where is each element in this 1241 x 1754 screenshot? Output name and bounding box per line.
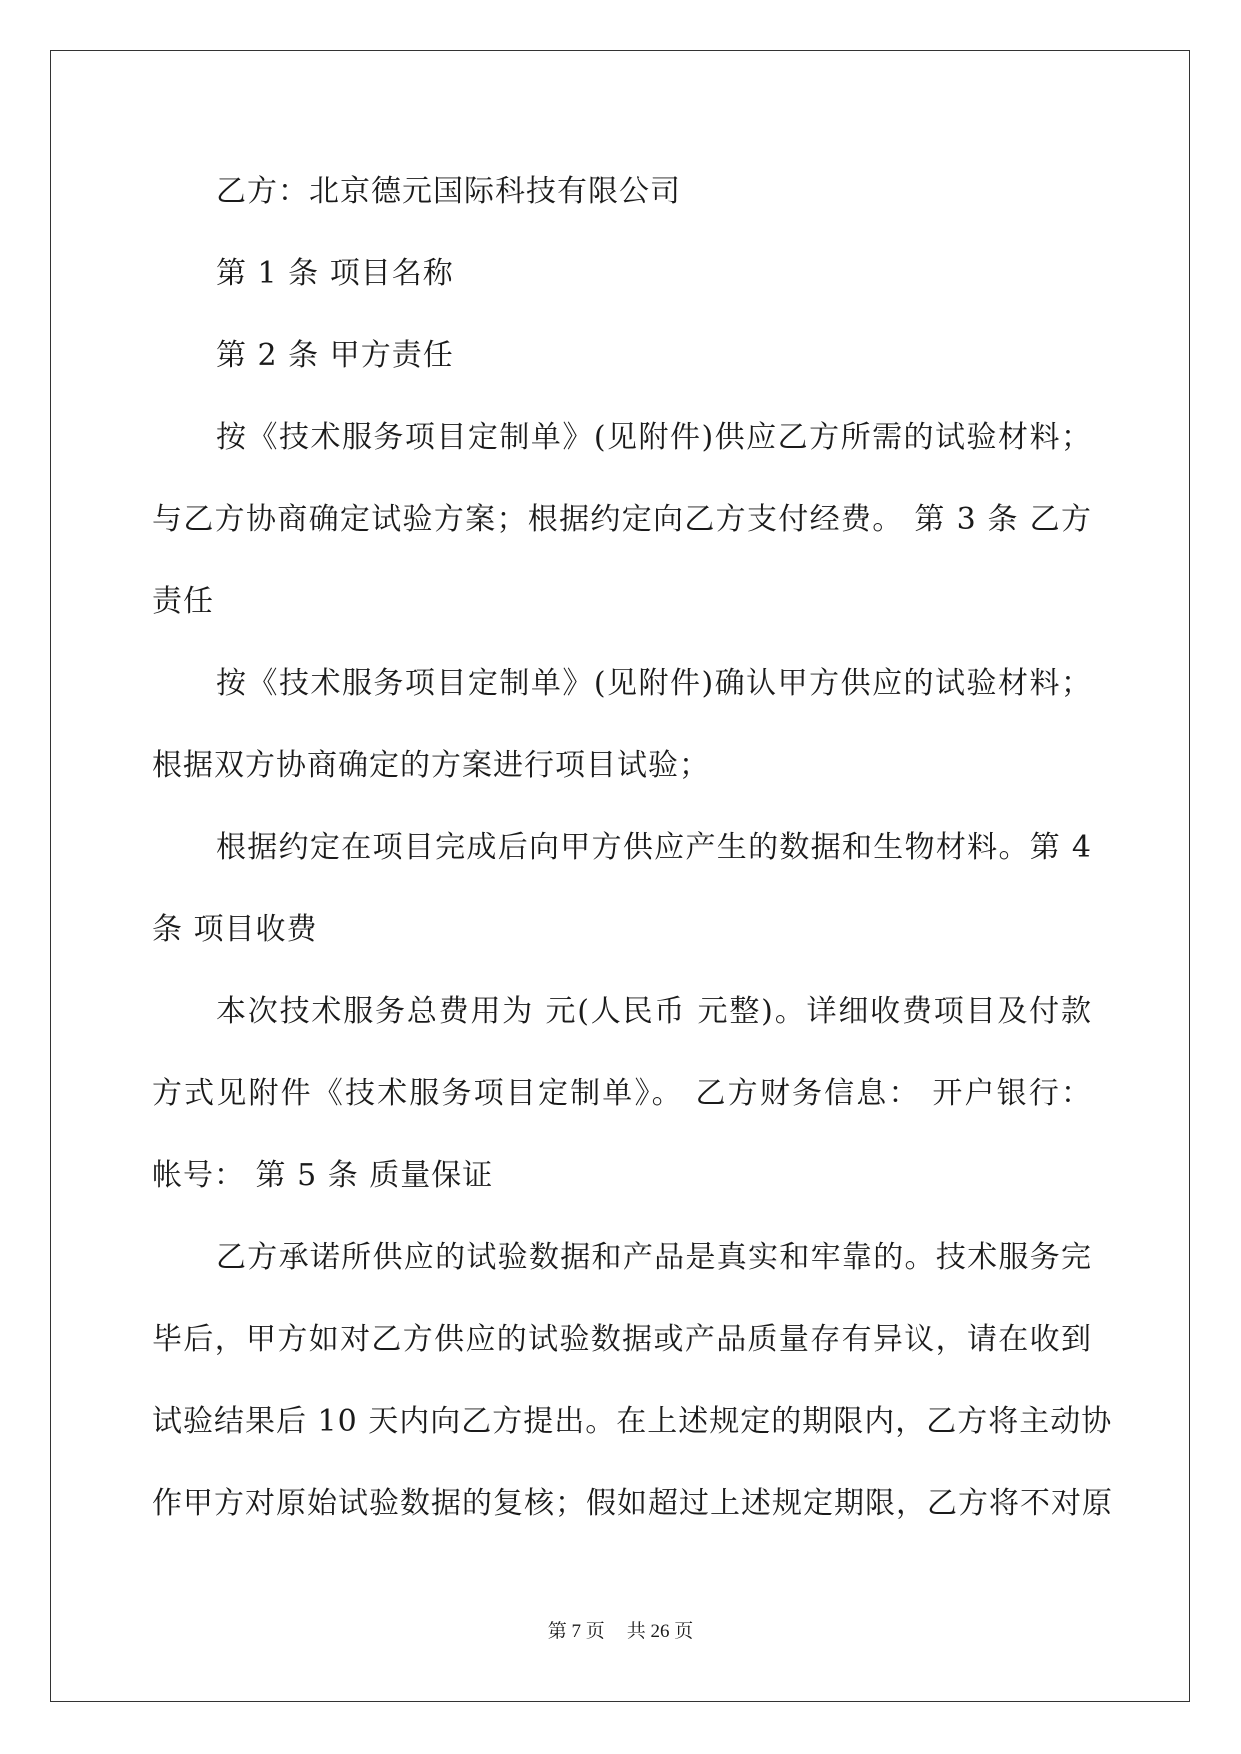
paragraph-line: 乙方承诺所供应的试验数据和产品是真实和牢靠的。技术服务完 bbox=[216, 1240, 1092, 1275]
paragraph-line: 毕后，甲方如对乙方供应的试验数据或产品质量存有异议，请在收到 bbox=[152, 1322, 1092, 1357]
paragraph-line: 试验结果后 10 天内向乙方提出。在上述规定的期限内，乙方将主动协 bbox=[152, 1404, 1113, 1439]
paragraph-line: 与乙方协商确定试验方案；根据约定向乙方支付经费。 第 3 条 乙方 bbox=[152, 502, 1092, 537]
page-footer bbox=[0, 1620, 1241, 1644]
paragraph-line: 帐号： 第 5 条 质量保证 bbox=[152, 1158, 494, 1193]
paragraph-line: 条 项目收费 bbox=[152, 912, 318, 947]
paragraph-line: 方式见附件《技术服务项目定制单》。 乙方财务信息： 开户银行： bbox=[152, 1076, 1092, 1111]
paragraph-line: 作甲方对原始试验数据的复核；假如超过上述规定期限，乙方将不对原 bbox=[152, 1486, 1113, 1521]
paragraph-line: 本次技术服务总费用为 元(人民币 元整)。详细收费项目及付款 bbox=[216, 994, 1092, 1029]
page-border bbox=[50, 50, 1190, 1702]
article-2-heading: 第 2 条 甲方责任 bbox=[216, 338, 454, 373]
paragraph-line: 根据约定在项目完成后向甲方供应产生的数据和生物材料。第 4 bbox=[216, 830, 1092, 865]
paragraph-line: 根据双方协商确定的方案进行项目试验； bbox=[152, 748, 710, 783]
party-b-line: 乙方：北京德元国际科技有限公司 bbox=[216, 174, 681, 209]
page-number: 第 7 页 bbox=[547, 1621, 605, 1642]
paragraph-line: 按《技术服务项目定制单》(见附件)确认甲方供应的试验材料； bbox=[216, 666, 1092, 701]
paragraph-line: 按《技术服务项目定制单》(见附件)供应乙方所需的试验材料； bbox=[216, 420, 1092, 455]
total-pages: 共 26 页 bbox=[626, 1621, 694, 1642]
article-1-heading: 第 1 条 项目名称 bbox=[216, 256, 454, 291]
paragraph-line: 责任 bbox=[152, 584, 214, 619]
